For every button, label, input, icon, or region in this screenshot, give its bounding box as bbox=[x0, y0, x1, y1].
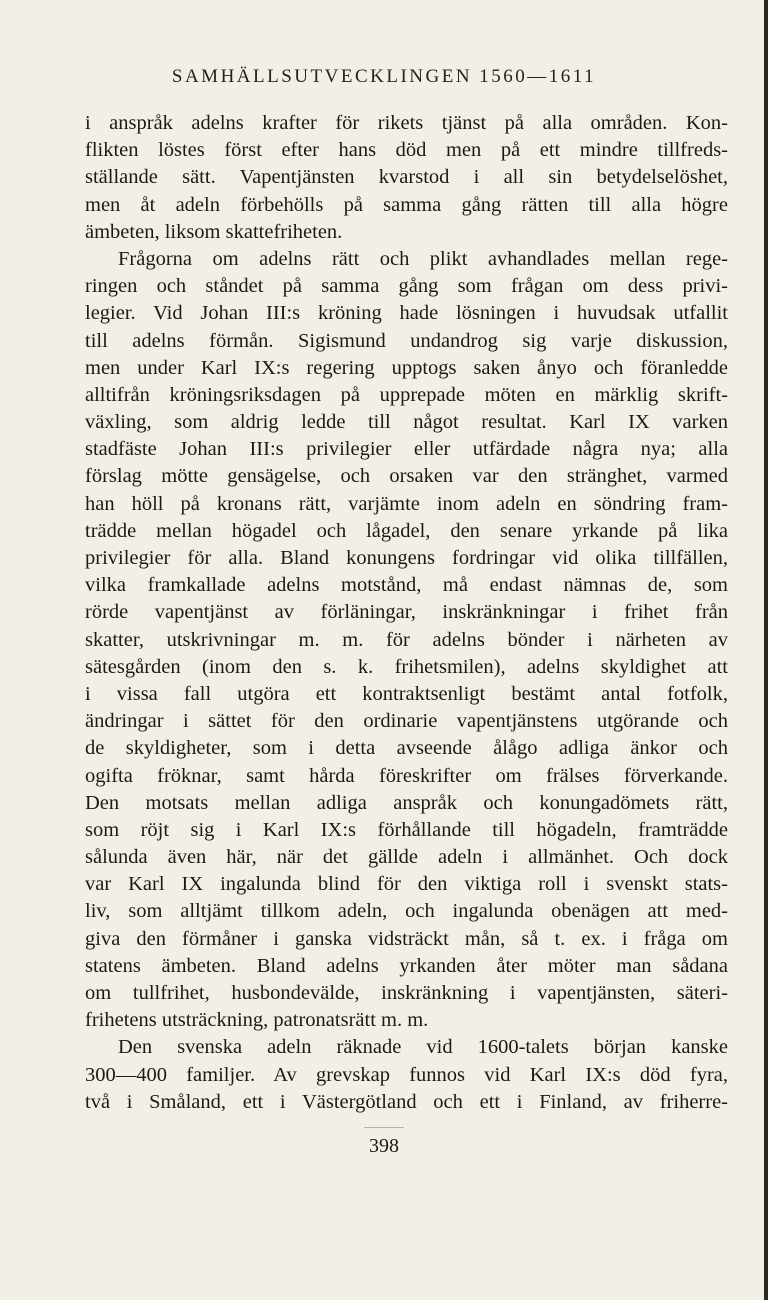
text-line: stadfäste Johan III:s privilegier eller utfärdade några nya; alla bbox=[85, 438, 728, 461]
text-line: trädde mellan högadel och lågadel, den senare yrkande på lika bbox=[85, 519, 728, 542]
text-line: ämbeten, liksom skattefriheten. bbox=[85, 220, 343, 243]
text-line: förslag mötte gensägelse, och orsaken var den stränghet, varmed bbox=[85, 465, 728, 488]
text-line: till adelns förmån. Sigismund undandrog sig varje diskussion, bbox=[85, 329, 728, 352]
text-line: Den motsats mellan adliga anspråk och konungadömets rätt, bbox=[85, 791, 728, 814]
text-line: Den svenska adeln räknade vid 1600-talets början kanske bbox=[118, 1036, 728, 1059]
text-line: växling, som aldrig ledde till något resultat. Karl IX varken bbox=[85, 411, 728, 434]
text-line: som röjt sig i Karl IX:s förhållande till högadeln, framträdde bbox=[85, 818, 728, 841]
text-line: var Karl IX ingalunda blind för den viktiga roll i svenskt stats- bbox=[85, 873, 728, 896]
text-line: i vissa fall utgöra ett kontraktsenligt bestämt antal fotfolk, bbox=[85, 682, 728, 705]
text-line: i anspråk adelns krafter för rikets tjänst på alla områden. Kon- bbox=[85, 112, 728, 134]
text-line: sålunda även här, när det gällde adeln i allmänhet. Och dock bbox=[85, 846, 728, 869]
page-edge-border bbox=[764, 0, 768, 1300]
text-line: han höll på kronans rätt, varjämte inom adeln en söndring fram- bbox=[85, 492, 728, 515]
text-line: vilka framkallade adelns motstånd, må endast nämnas de, som bbox=[85, 574, 728, 597]
text-line: två i Småland, ett i Västergötland och ett i Finland, av friherre- bbox=[85, 1090, 728, 1113]
text-line: ändringar i sättet för den ordinarie vapentjänstens utgörande och bbox=[85, 710, 728, 733]
text-line: 300—400 familjer. Av grevskap funnos vid Karl IX:s död fyra, bbox=[85, 1063, 728, 1086]
text-line: Frågorna om adelns rätt och plikt avhandlades mellan rege- bbox=[118, 247, 728, 270]
text-line: ställande sätt. Vapentjänsten kvarstod i all sin betydelselöshet, bbox=[85, 166, 728, 189]
body-text bbox=[85, 110, 728, 1116]
text-line: statens ämbeten. Bland adelns yrkanden åter möter man sådana bbox=[85, 954, 728, 977]
text-line: liv, som alltjämt tillkom adeln, och ingalunda obenägen att med- bbox=[85, 900, 728, 923]
text-line: rörde vapentjänst av förläningar, inskränkningar i frihet från bbox=[85, 601, 728, 624]
text-line: flikten löstes först efter hans död men på ett mindre tillfreds- bbox=[85, 139, 728, 162]
running-head: SAMHÄLLSUTVECKLINGEN 1560—1611 bbox=[171, 66, 597, 87]
text-line: men åt adeln förbehölls på samma gång rätten till alla högre bbox=[85, 193, 728, 216]
text-line: giva den förmåner i ganska vidsträckt mån, så t. ex. i fråga om bbox=[85, 927, 728, 950]
text-line: om tullfrihet, husbondevälde, inskränkning i vapentjänsten, säteri- bbox=[85, 982, 728, 1004]
text-line: ogifta fröknar, samt hårda föreskrifter om frälses förverkande. bbox=[85, 764, 728, 787]
text-line: de skyldigheter, som i detta avseende ålågo adliga änkor och bbox=[85, 737, 728, 760]
text-line: legier. Vid Johan III:s kröning hade lösningen i huvudsak utfallit bbox=[85, 302, 728, 325]
text-line: sätesgården (inom den s. k. frihetsmilen), adelns skyldighet att bbox=[85, 655, 728, 678]
folio-rule bbox=[364, 1127, 404, 1128]
text-line: ringen och ståndet på samma gång som frågan om dess privi- bbox=[85, 275, 728, 298]
text-line: privilegier för alla. Bland konungens fordringar vid olika tillfällen, bbox=[85, 547, 728, 569]
text-line: alltifrån kröningsriksdagen på upprepade möten en märklig skrift- bbox=[85, 383, 728, 406]
text-line: men under Karl IX:s regering upptogs saken ånyo och föranledde bbox=[85, 356, 728, 379]
text-line: frihetens utsträckning, patronatsrätt m. m. bbox=[85, 1009, 429, 1032]
text-line: skatter, utskrivningar m. m. för adelns bönder i närheten av bbox=[85, 628, 728, 651]
page-number: 398 bbox=[369, 1135, 399, 1157]
